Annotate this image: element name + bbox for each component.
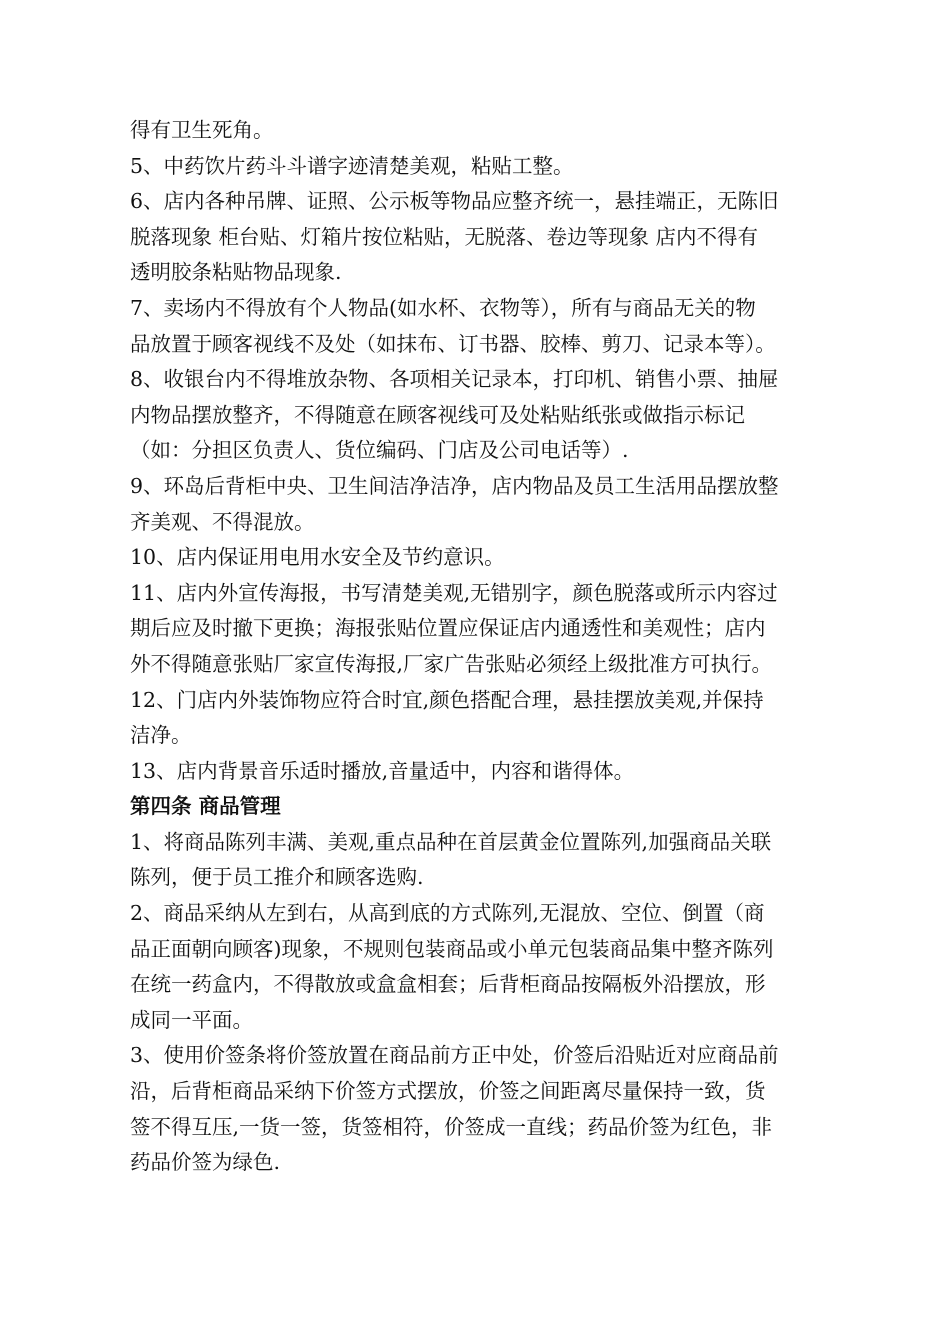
text-line: 成同一平面。	[130, 1007, 253, 1032]
text-line: 6、店内各种吊牌、证照、公示板等物品应整齐统一，悬挂端正，无陈旧	[130, 189, 779, 214]
text-line: 11、店内外宣传海报，书写清楚美观,无错别字，颜色脱落或所示内容过	[130, 580, 778, 605]
text-line: 签不得互压,一货一签，货签相符，价签成一直线；药品价签为红色，非	[130, 1114, 773, 1139]
text-line: 13、店内背景音乐适时播放,音量适中，内容和谐得体。	[130, 758, 635, 783]
text-line: 内物品摆放整齐，不得随意在顾客视线可及处粘贴纸张或做指示标记	[130, 402, 745, 427]
text-line: 10、店内保证用电用水安全及节约意识。	[130, 545, 505, 570]
text-line: 8、收银台内不得堆放杂物、各项相关记录本，打印机、销售小票、抽屉	[130, 367, 779, 392]
text-line: 得有卫生死角。	[130, 118, 274, 142]
document-body	[130, 113, 830, 1181]
section-heading: 第四条 商品管理	[130, 794, 281, 819]
text-line: 5、中药饮片药斗斗谱字迹清楚美观，粘贴工整。	[130, 153, 574, 178]
text-line: 7、卖场内不得放有个人物品(如水杯、衣物等），所有与商品无关的物	[130, 295, 756, 320]
text-line: 品放置于顾客视线不及处（如抹布、订书器、胶棒、剪刀、记录本等）。	[130, 331, 776, 356]
text-line: 透明胶条粘贴物品现象.	[130, 260, 342, 285]
text-line: 外不得随意张贴厂家宣传海报,厂家广告张贴必须经上级批准方可执行。	[130, 651, 773, 676]
text-line: 陈列，便于员工推介和顾客选购.	[130, 865, 424, 890]
text-line: 在统一药盒内，不得散放或盒盒相套；后背柜商品按隔板外沿摆放，形	[130, 972, 766, 997]
text-line: （如：分担区负责人、货位编码、门店及公司电话等）.	[130, 438, 629, 463]
text-line: 沿，后背柜商品采纳下价签方式摆放，价签之间距离尽量保持一致，货	[130, 1079, 766, 1104]
text-line: 3、使用价签条将价签放置在商品前方正中处，价签后沿贴近对应商品前	[130, 1043, 779, 1068]
text-line: 2、商品采纳从左到右，从高到底的方式陈列,无混放、空位、倒置（商	[130, 901, 765, 926]
text-line: 9、环岛后背柜中央、卫生间洁净洁净，店内物品及员工生活用品摆放整	[130, 473, 779, 498]
text-line: 1、将商品陈列丰满、美观,重点品种在首层黄金位置陈列,加强商品关联	[130, 829, 772, 854]
text-line: 洁净。	[130, 723, 192, 748]
text-line: 脱落现象 柜台贴、灯箱片按位粘贴，无脱落、卷边等现象 店内不得有	[130, 224, 759, 249]
text-line: 期后应及时撤下更换；海报张贴位置应保证店内通透性和美观性；店内	[130, 616, 766, 641]
text-line: 品正面朝向顾客)现象，不规则包装商品或小单元包装商品集中整齐陈列	[130, 936, 774, 961]
text-line: 药品价签为绿色.	[130, 1150, 281, 1175]
text-line: 齐美观、不得混放。	[130, 509, 315, 534]
text-line: 12、门店内外装饰物应符合时宜,颜色搭配合理，悬挂摆放美观,并保持	[130, 687, 764, 712]
